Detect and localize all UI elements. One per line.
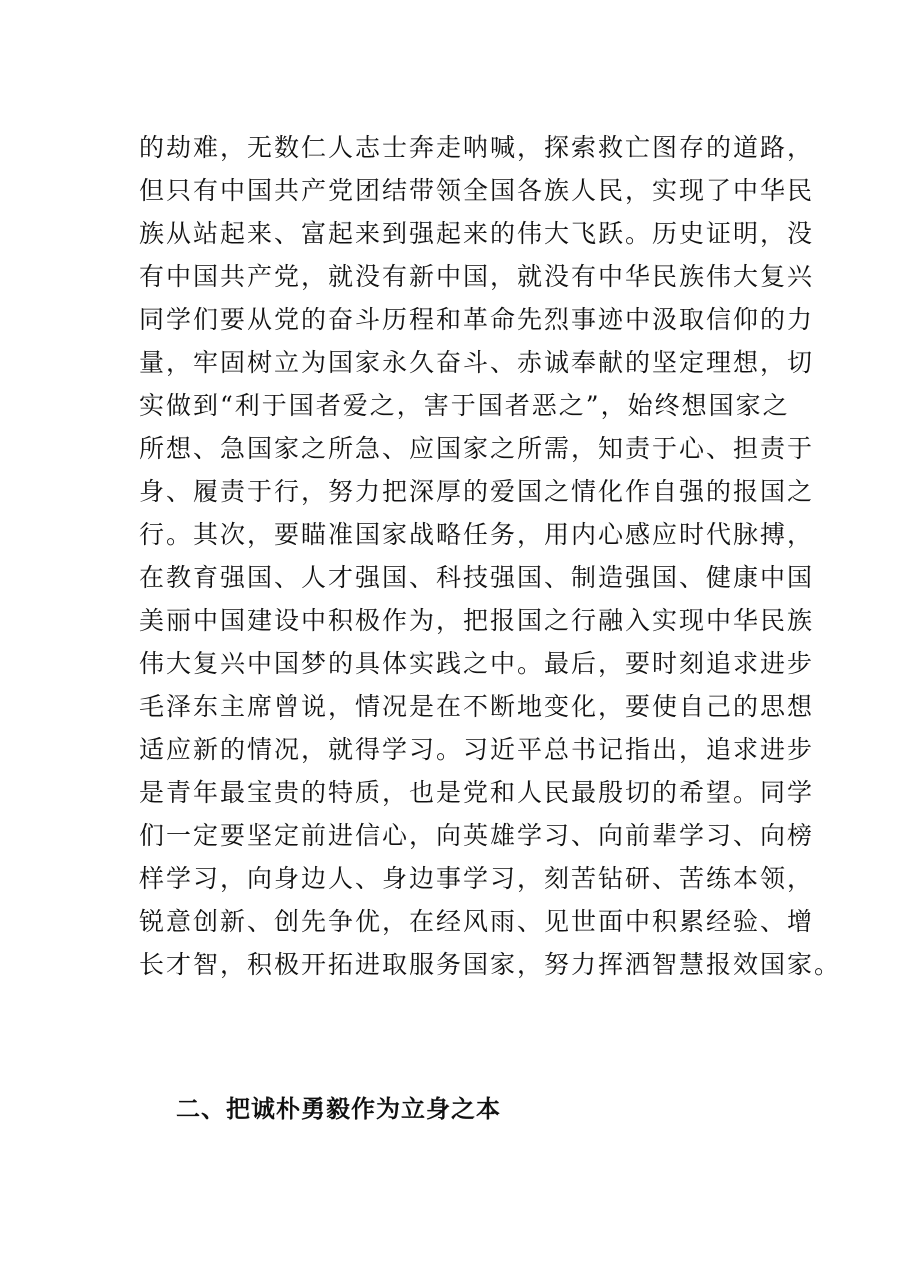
text-line: 行。其次，要瞄准国家战略任务，用内心感应时代脉搏， (139, 520, 815, 549)
text-line: 所想、急国家之所急、应国家之所需，知责于心、担责于 (139, 434, 815, 463)
text-line: 是青年最宝贵的特质，也是党和人民最殷切的希望。同学 (139, 778, 815, 807)
text-line: 锐意创新、创先争优，在经风雨、见世面中积累经验、增 (139, 907, 815, 936)
text-line: 量，牢固树立为国家永久奋斗、赤诚奉献的坚定理想，切 (139, 348, 815, 377)
text-line: 族从站起来、富起来到强起来的伟大飞跃。历史证明，没 (139, 219, 815, 248)
text-line: 毛泽东主席曾说，情况是在不断地变化，要使自己的思想 (139, 692, 815, 721)
section-heading: 二、把诚朴勇毅作为立身之本 (176, 1095, 501, 1123)
text-line: 样学习，向身边人、身边事学习，刻苦钻研、苦练本领， (139, 864, 815, 893)
text-line: 实做到“利于国者爱之，害于国者恶之”，始终想国家之 (139, 391, 790, 420)
text-line: 长才智，积极开拓进取服务国家，努力挥洒智慧报效国家。 (139, 950, 842, 979)
text-line: 适应新的情况，就得学习。习近平总书记指出，追求进步 (139, 735, 815, 764)
text-line: 有中国共产党，就没有新中国，就没有中华民族伟大复兴 (139, 262, 815, 291)
text-line: 但只有中国共产党团结带领全国各族人民，实现了中华民 (139, 176, 815, 205)
text-line: 身、履责于行，努力把深厚的爱国之情化作自强的报国之 (139, 477, 815, 506)
text-line: 的劫难，无数仁人志士奔走呐喊，探索救亡图存的道路， (139, 133, 815, 162)
text-line: 同学们要从党的奋斗历程和革命先烈事迹中汲取信仰的力 (139, 305, 815, 334)
text-line: 在教育强国、人才强国、科技强国、制造强国、健康中国 (139, 563, 815, 592)
text-line: 美丽中国建设中积极作为，把报国之行融入实现中华民族 (139, 606, 815, 635)
text-line: 伟大复兴中国梦的具体实践之中。最后，要时刻追求进步 (139, 649, 815, 678)
text-line: 们一定要坚定前进信心，向英雄学习、向前辈学习、向榜 (139, 821, 815, 850)
body-paragraph (139, 126, 842, 986)
